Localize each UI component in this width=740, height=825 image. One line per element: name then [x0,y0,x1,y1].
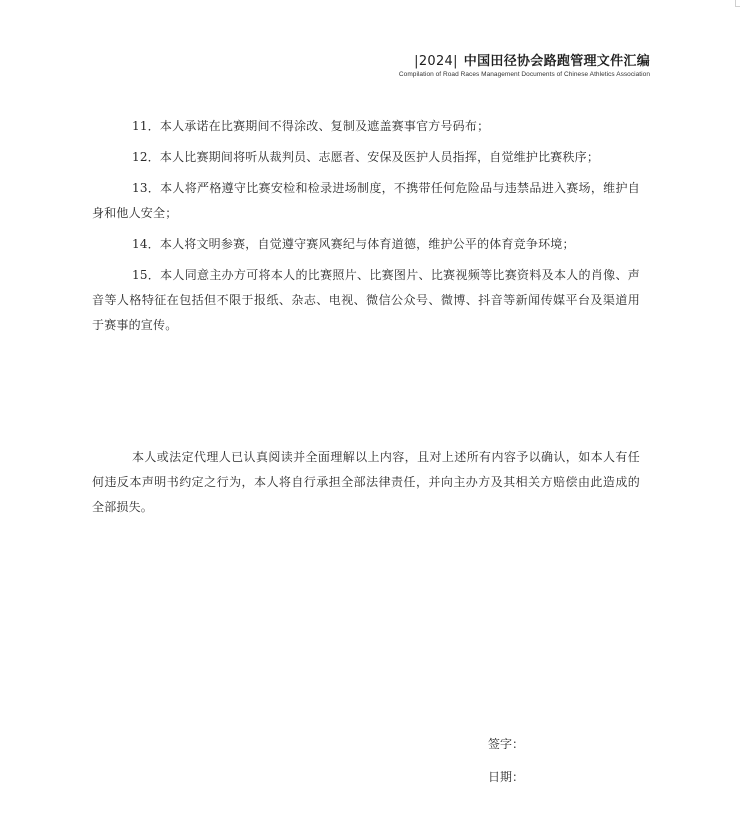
header-subtitle: Compilation of Road Races Management Documents of Chinese Athletics Association [398,71,650,78]
header-year: |2024| [414,54,458,69]
clause-11: 11．本人承诺在比赛期间不得涂改、复制及遮盖赛事官方号码布； [132,119,490,133]
page-corner-mark [735,0,740,7]
clause-13: 13．本人将严格遵守比赛安检和检录进场制度，不携带任何危险品与违禁品进入赛场，维护自身和他人安全； [92,181,640,220]
confirmation-statement: 本人或法定代理人已认真阅读并全面理解以上内容，且对上述所有内容予以确认，如本人有任何违反本声明书约定之行为，本人将自行承担全部法律责任，并向主办方及其相关方赔偿由此造成的全部损失。 [92,450,640,514]
signature-label: 签字： [488,737,525,751]
date-label: 日期： [488,770,525,784]
document-header [399,50,650,78]
clause-15: 15．本人同意主办方可将本人的比赛照片、比赛图片、比赛视频等比赛资料及本人的肖像、声音等人格特征在包括但不限于报纸、杂志、电视、微信公众号、微博、抖音等新闻传媒平台及渠道用于赛事的宣传。 [92,268,640,332]
clause-14: 14．本人将文明参赛，自觉遵守赛风赛纪与体育道德，维护公平的体育竞争环境； [132,237,575,251]
clause-list [92,114,640,344]
header-title-line [399,50,650,69]
header-title: 中国田径协会路跑管理文件汇编 [463,54,650,69]
signature-block [488,728,524,794]
clause-12: 12．本人比赛期间将听从裁判员、志愿者、安保及医护人员指挥，自觉维护比赛秩序； [132,150,600,164]
